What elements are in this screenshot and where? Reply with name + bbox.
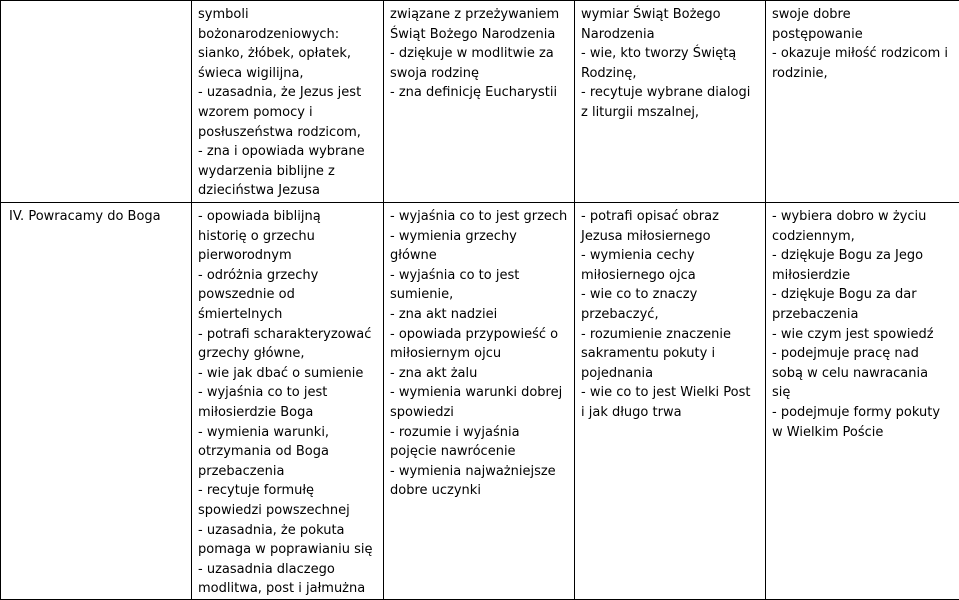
section-title: IV. Powracamy do Boga (1, 203, 192, 600)
table-row (1, 203, 959, 600)
cell-level-4: swoje dobre postępowanie - okazuje miłość rodzicom i rodzinie, (766, 1, 959, 203)
cell-level-3: wymiar Świąt Bożego Narodzenia - wie, kto tworzy Świętą Rodzinę, - recytuje wybrane dialogi z liturgii mszalnej, (575, 1, 766, 203)
cell-level-2: - wyjaśnia co to jest grzech - wymienia grzechy główne - wyjaśnia co to jest sumienie, - zna akt nadziei - opowiada przypowieść o miłosiernym ojcu - zna akt żalu - wymienia warunki dobrej spowiedzi - rozumie i wyjaśnia pojęcie nawrócenie - wymienia najważniejsze dobre uczynki (384, 203, 575, 600)
cell-level-1: symboli bożonarodzeniowych: sianko, żłóbek, opłatek, świeca wigilijna, - uzasadnia, że Jezus jest wzorem pomocy i posłuszeństwa rodzicom, - zna i opowiada wybrane wydarzenia biblijne z dzieciństwa Jezusa (192, 1, 384, 203)
table-row (1, 1, 959, 203)
cell-level-4: - wybiera dobro w życiu codziennym, - dziękuje Bogu za Jego miłosierdzie - dziękuje Bogu za dar przebaczenia - wie czym jest spowiedź - podejmuje pracę nad sobą w celu nawracania się - podejmuje formy pokuty w Wielkim Poście (766, 203, 959, 600)
cell-level-2: związane z przeżywaniem Świąt Bożego Narodzenia - dziękuje w modlitwie za swoja rodzinę - zna definicję Eucharystii (384, 1, 575, 203)
section-cell-empty (1, 1, 192, 203)
cell-level-3: - potrafi opisać obraz Jezusa miłosiernego - wymienia cechy miłosiernego ojca - wie co to znaczy przebaczyć, - rozumienie znaczenie sakramentu pokuty i pojednania - wie co to jest Wielki Post i jak długo trwa (575, 203, 766, 600)
cell-level-1: - opowiada biblijną historię o grzechu pierworodnym - odróżnia grzechy powszednie od śmiertelnych - potrafi scharakteryzować grzechy główne, - wie jak dbać o sumienie - wyjaśnia co to jest miłosierdzie Boga - wymienia warunki, otrzymania od Boga przebaczenia - recytuje formułę spowiedzi powszechnej - uzasadnia, że pokuta pomaga w poprawianiu się - uzasadnia dlaczego modlitwa, post i jałmużna (192, 203, 384, 600)
